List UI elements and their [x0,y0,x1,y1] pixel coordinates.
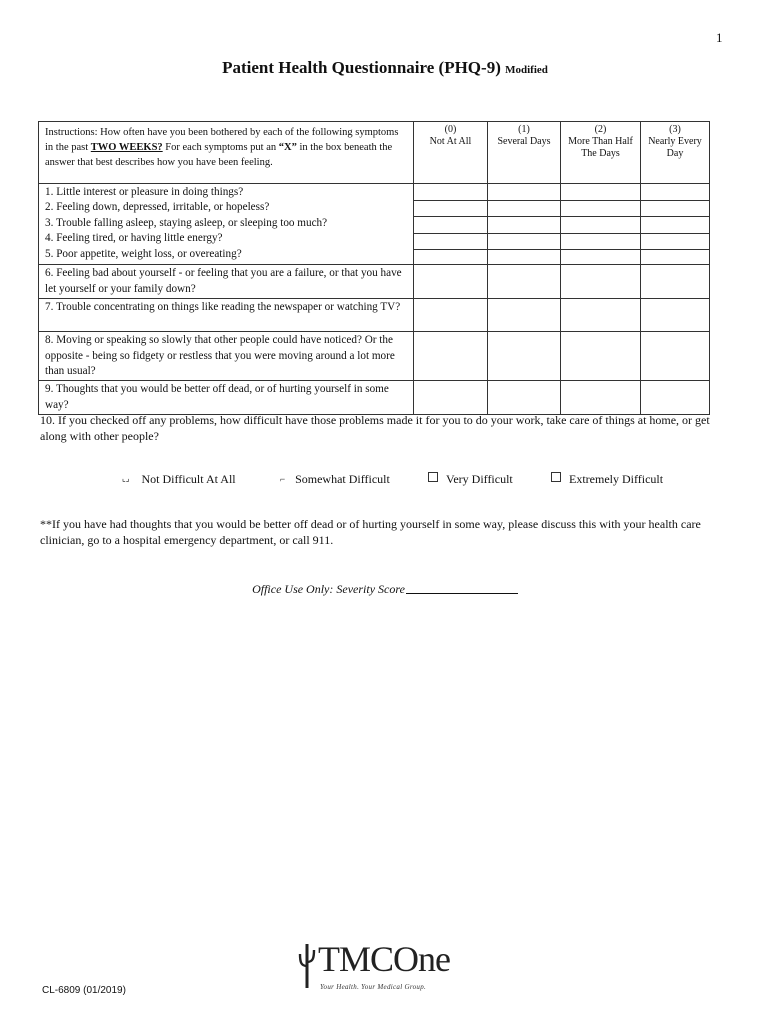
option-very-difficult[interactable] [428,472,513,487]
column-score: (1) [518,124,530,135]
answer-cell[interactable] [561,299,641,332]
option-mark: ⌞⌟ [122,474,130,483]
table-row [39,299,710,332]
answer-cell[interactable] [414,265,488,299]
answer-cell[interactable] [414,299,488,332]
answer-cell[interactable] [488,332,561,381]
answer-cells-q1-5-col1[interactable] [488,184,561,265]
page-title [0,58,770,78]
column-score: (3) [669,124,681,135]
question-3: 3. Trouble falling asleep, staying asleep, or sleeping too much? [45,216,328,229]
question-6-cell [39,265,414,299]
table-header-row [39,122,710,184]
column-header-nearly-every-day [641,122,710,184]
question-8: 8. Moving or speaking so slowly that other people could have noticed? Or the opposite - being so fidgety or restless that you were moving around a lot more than usual? [45,334,395,377]
question-6: 6. Feeling bad about yourself - or feeling that you are a failure, or that you have let yourself or your family down? [45,267,402,295]
instructions-text-2: For each symptoms put an [162,142,279,153]
table-row [39,381,710,415]
answer-cell[interactable] [488,381,561,415]
question-8-cell [39,332,414,381]
answer-cells-q1-5-col3[interactable] [641,184,710,265]
page-number: 1 [716,30,723,45]
table-row [39,332,710,381]
option-label: Not Difficult At All [141,472,236,486]
option-label: Very Difficult [446,472,513,486]
question-1: 1. Little interest or pleasure in doing things? [45,186,244,198]
answer-cell[interactable] [641,332,710,381]
instructions-two-weeks: TWO WEEKS? [90,142,163,153]
logo-tagline: Your Health. Your Medical Group. [320,983,427,991]
question-9-cell [39,381,414,415]
answer-cells-q1-5-col2[interactable] [561,184,641,265]
checkbox-icon[interactable] [551,472,561,482]
instructions-text-3: in the box beneath the answer that best describes how you have been feeling. [45,142,393,168]
safety-note: **If you have had thoughts that you would be better off dead or of hurting yourself in some way, please discuss this with your health care clinician, go to a hospital emergency department, or call 911. [40,517,701,547]
answer-cell[interactable] [488,299,561,332]
answer-cell[interactable] [641,381,710,415]
answer-cell[interactable] [561,265,641,299]
answer-cell[interactable] [414,332,488,381]
phq-table [38,121,710,415]
option-label: Somewhat Difficult [295,472,390,486]
column-header-several-days [488,122,561,184]
column-label: Not At All [429,136,472,147]
column-label: Several Days [497,136,551,147]
column-label: Nearly Every Day [648,136,702,159]
answer-cell[interactable] [488,265,561,299]
answer-cell[interactable] [561,381,641,415]
option-extremely-difficult[interactable] [551,472,663,487]
title-main: Patient Health Questionnaire (PHQ-9) [222,58,501,77]
option-mark: ⌐ [280,474,286,484]
tmcone-logo [296,940,456,996]
answer-cells-q1-5-col0[interactable] [414,184,488,265]
answer-cell[interactable] [414,381,488,415]
answer-cell[interactable] [641,299,710,332]
logo-wordmark: TMCOne [318,939,450,979]
instructions-text-1: Instructions: How often have you been bothered by each of the following symptoms in the past [45,127,399,153]
office-use-line [0,582,770,597]
instructions-x-mark: “X” [278,142,297,153]
option-somewhat-difficult[interactable] [280,472,390,487]
question-7-cell [39,299,414,332]
form-code: CL-6809 (01/2019) [42,985,126,996]
column-score: (2) [594,124,607,135]
checkbox-icon[interactable] [428,472,438,482]
question-4: 4. Feeling tired, or having little energy? [45,232,223,245]
option-label: Extremely Difficult [569,472,664,486]
question-10: 10. If you checked off any problems, how difficult have those problems made it for you to do your work, take care of things at home, or get along with other people? [40,413,710,443]
column-label: More Than Half The Days [568,136,633,159]
instructions-cell [39,122,414,184]
answer-cell[interactable] [641,265,710,299]
title-suffix: Modified [505,64,548,76]
severity-score-field[interactable] [406,593,518,594]
questions-1-5-cell [39,184,414,265]
answer-cell[interactable] [561,332,641,381]
question-9: 9. Thoughts that you would be better off dead, or of hurting yourself in some way? [45,383,389,411]
office-use-label: Office Use Only: Severity Score [252,582,405,596]
option-not-difficult[interactable] [122,472,236,487]
column-score: (0) [444,124,457,135]
column-header-not-at-all [414,122,488,184]
table-row [39,265,710,299]
question-2: 2. Feeling down, depressed, irritable, or hopeless? [45,201,270,214]
question-7: 7. Trouble concentrating on things like reading the newspaper or watching TV? [45,301,401,314]
cactus-icon [296,940,318,990]
column-header-more-than-half [561,122,641,184]
table-row-group-1-5 [39,184,710,265]
question-5: 5. Poor appetite, weight loss, or overeating? [45,247,242,260]
